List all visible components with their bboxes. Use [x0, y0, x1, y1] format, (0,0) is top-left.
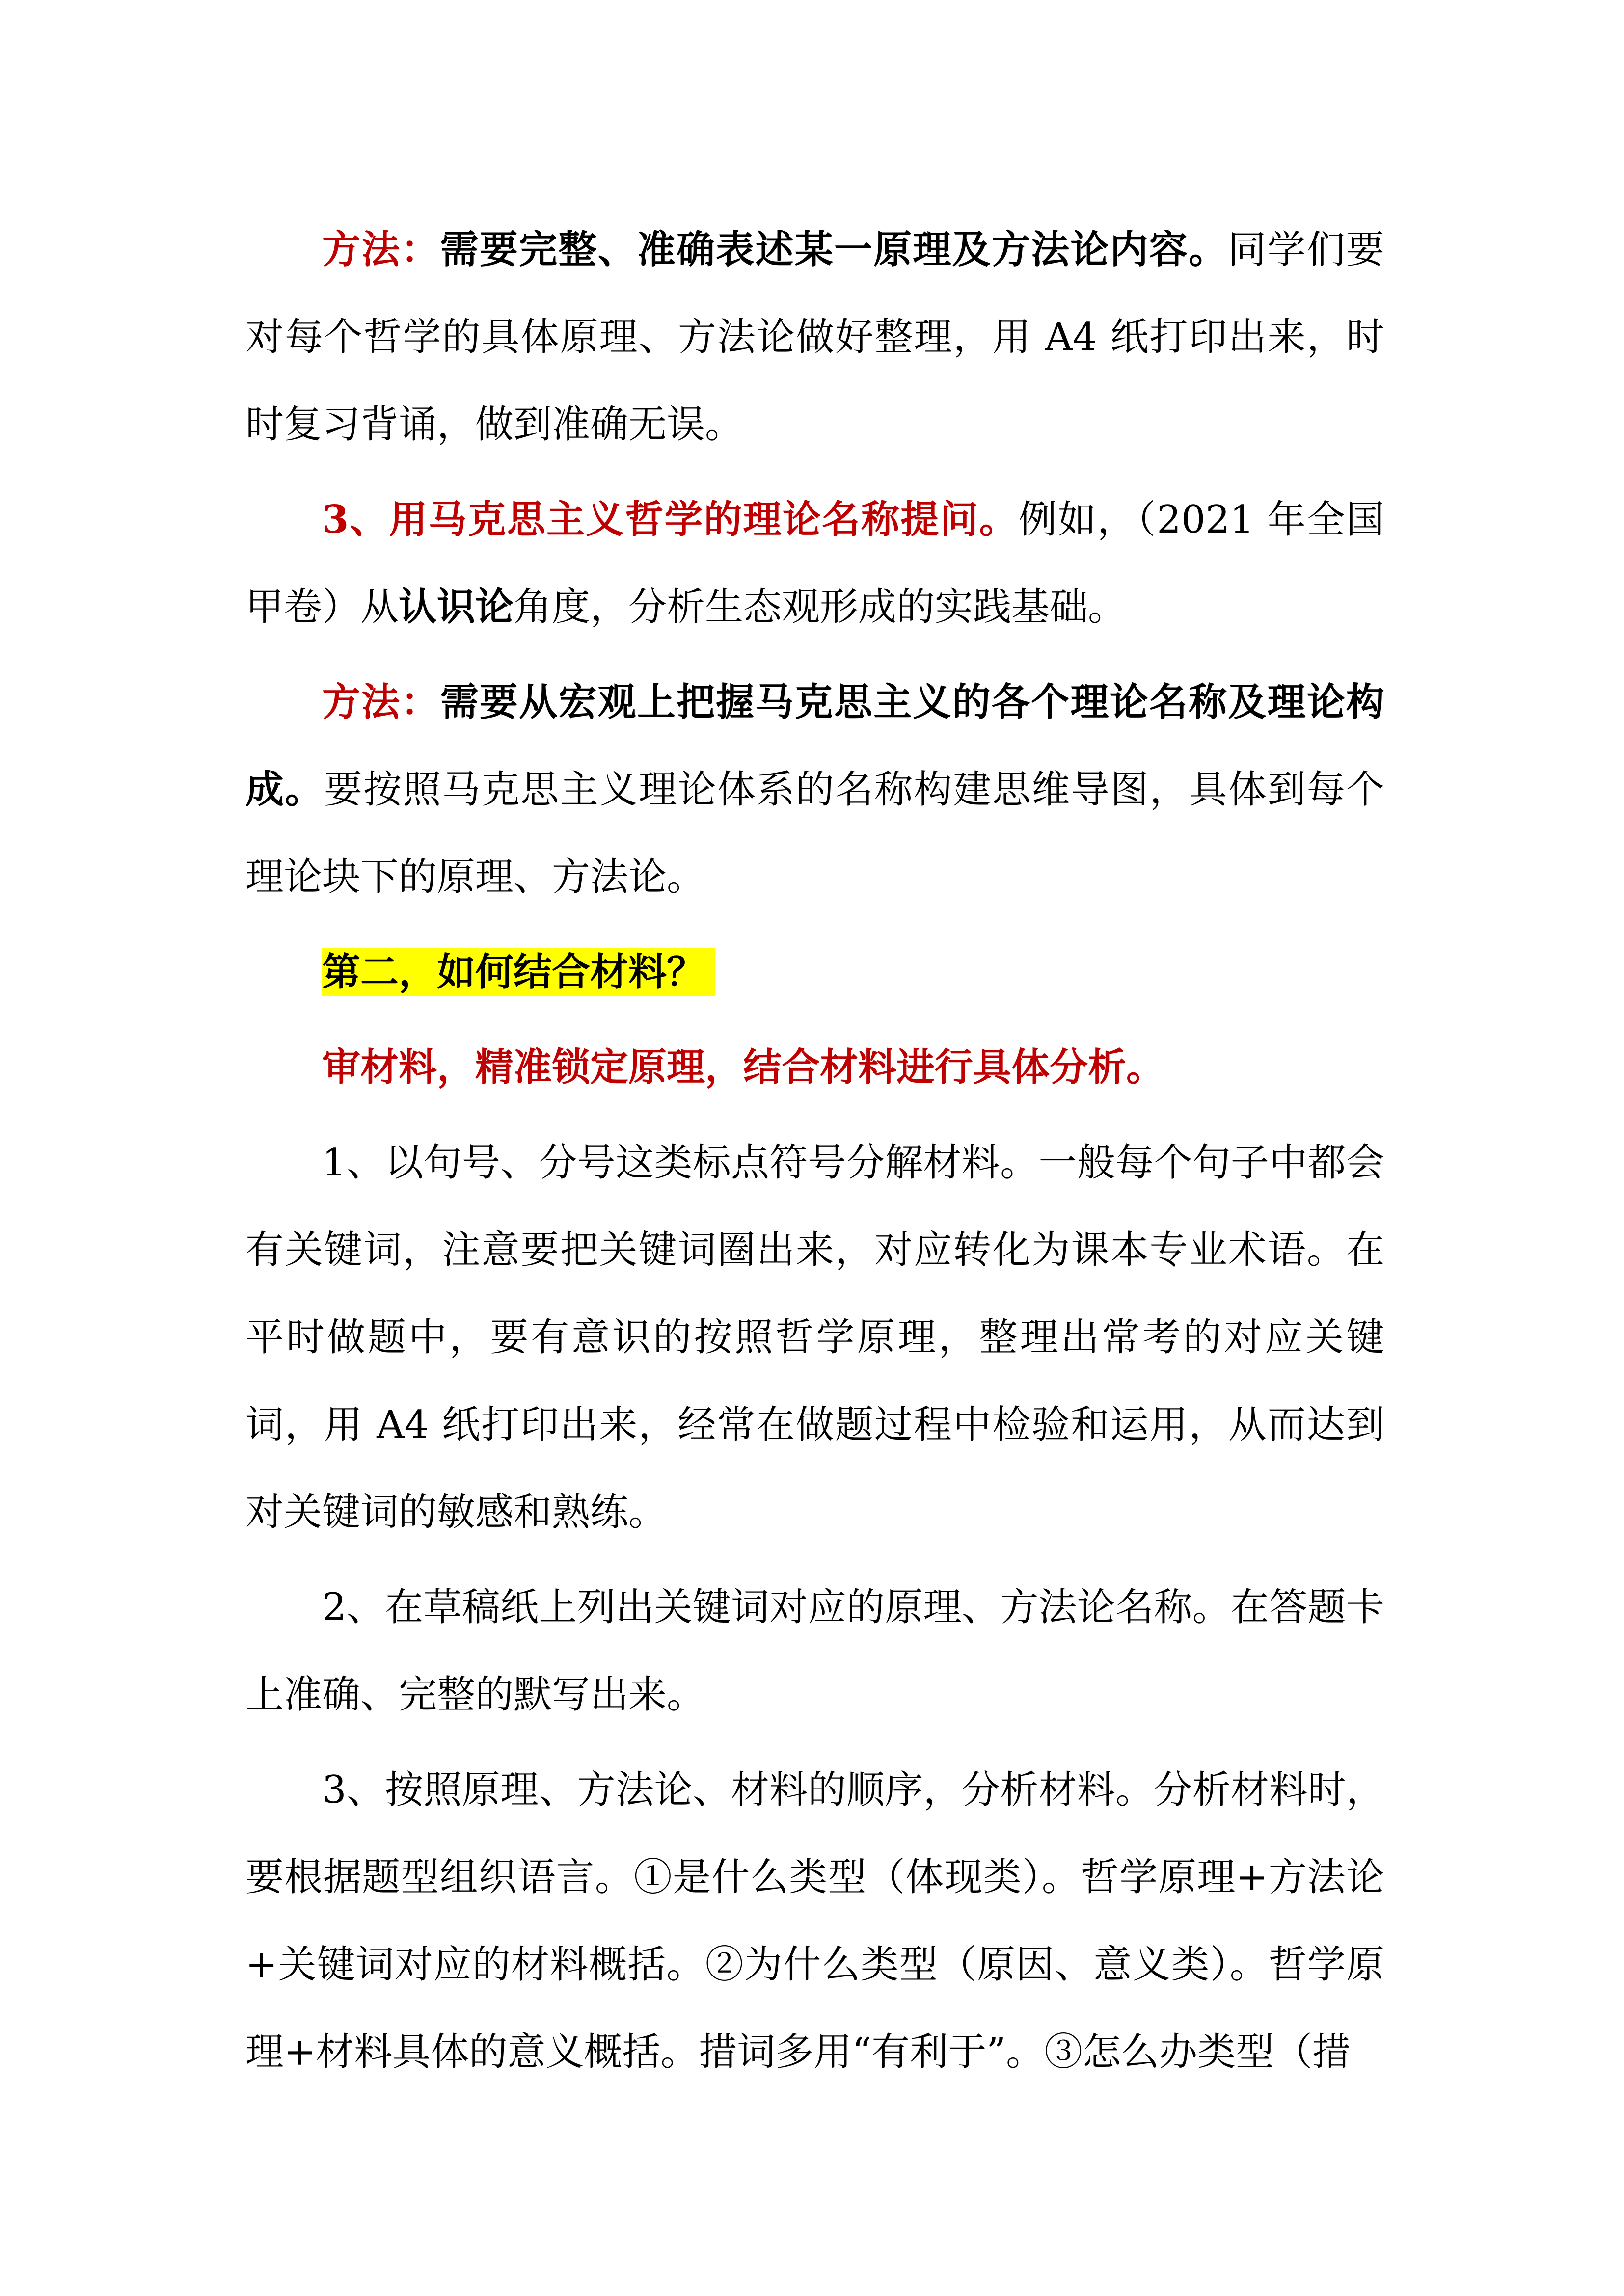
point-3-example-before: 例如，（2021 年全国甲卷）从	[245, 498, 1384, 629]
method-rest-text: 要按照马克思主义理论体系的名称构建思维导图，具体到每个理论块下的原理、方法论。	[245, 768, 1384, 899]
point-3-example-after: 角度，分析生态观形成的实践基础。	[514, 585, 1127, 629]
step-3-text: 3、按照原理、方法论、材料的顺序，分析材料。分析材料时，要根据题型组织语言。①是什么类型（体现类）。哲学原理+方法论+关键词对应的材料概括。②为什么类型（原因、意义类）。哲学原理+材料具体的意义概括。措词多用“有利于”。③怎么办类型（措	[245, 1768, 1384, 2074]
method-bold-text: 需要完整、准确表述某一原理及方法论内容。	[440, 227, 1228, 272]
step-1-text: 1、以句号、分号这类标点符号分解材料。一般每个句子中都会有关键词，注意要把关键词圈出来，对应转化为课本专业术语。在平时做题中，要有意识的按照哲学原理，整理出常考的对应关键词，用 A4 纸打印出来，经常在做题过程中检验和运用，从而达到对关键词的敏感和熟练。	[245, 1141, 1384, 1534]
method-bold-text: 需要从宏观上把握马克思主义的各个理论名称及理论构成。	[245, 680, 1384, 812]
paragraph-section-heading	[245, 929, 1384, 1016]
paragraph-step-3	[245, 1746, 1384, 2096]
section-heading-highlighted: 第二，如何结合材料？	[322, 948, 715, 996]
point-3-heading: 3、用马克思主义哲学的理论名称提问。	[322, 497, 1019, 542]
paragraph-method-1	[245, 206, 1384, 468]
section-summary-text: 审材料，精准锁定原理，结合材料进行具体分析。	[322, 1045, 1165, 1090]
point-3-example-bold: 认识论	[399, 585, 514, 629]
method-label: 方法：	[322, 680, 440, 724]
paragraph-section-summary	[245, 1024, 1384, 1111]
paragraph-step-2	[245, 1564, 1384, 1738]
document-body	[245, 206, 1384, 2104]
paragraph-point-3	[245, 476, 1384, 651]
paragraph-method-2	[245, 659, 1384, 921]
step-2-text: 2、在草稿纸上列出关键词对应的原理、方法论名称。在答题卡上准确、完整的默写出来。	[245, 1585, 1384, 1717]
method-label: 方法：	[322, 227, 440, 272]
method-rest-text: 同学们要对每个哲学的具体原理、方法论做好整理，用 A4 纸打印出来，时时复习背诵，做到准确无误。	[245, 228, 1384, 447]
paragraph-step-1	[245, 1119, 1384, 1556]
